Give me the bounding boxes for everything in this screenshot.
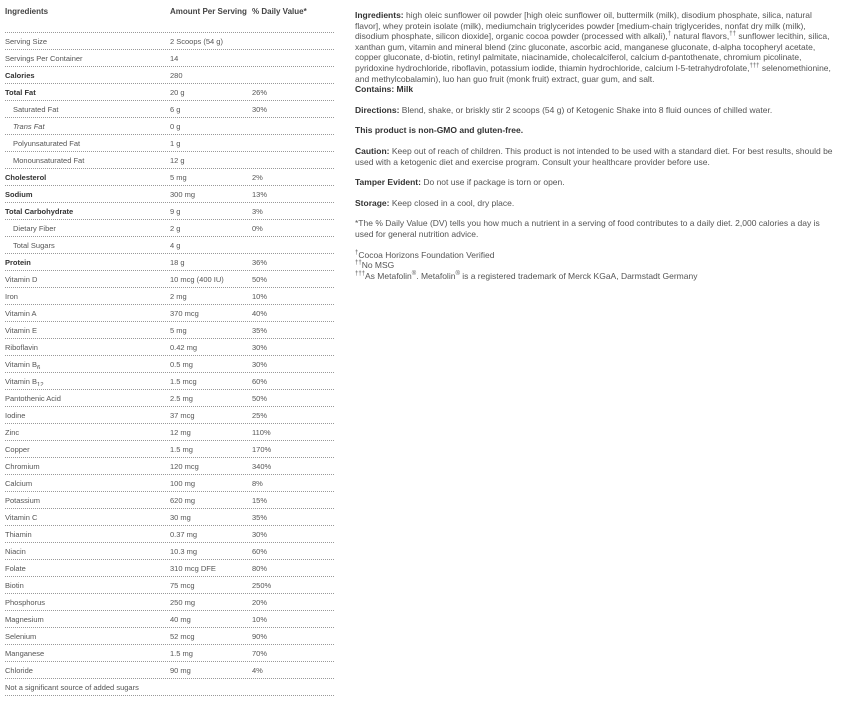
nutrient-name-text: Zinc bbox=[5, 427, 20, 437]
added-sugars-note: Not a significant source of added sugars bbox=[5, 682, 139, 692]
table-row bbox=[5, 220, 334, 237]
registered-mark-1: ® bbox=[411, 270, 417, 277]
nutrient-amount: 10.3 mg bbox=[170, 546, 198, 556]
table-row bbox=[5, 424, 334, 441]
nutrient-name-text: Vitamin D bbox=[5, 274, 38, 284]
nutrient-daily-value: 15% bbox=[252, 495, 268, 505]
nutrient-name bbox=[5, 462, 170, 471]
dagger-1: † bbox=[667, 31, 672, 38]
nutrient-daily-value: 0% bbox=[252, 223, 263, 233]
storage-paragraph bbox=[355, 198, 835, 209]
table-body bbox=[5, 33, 334, 679]
ingredients-paragraph bbox=[355, 10, 835, 84]
ingredients-label: Ingredients: bbox=[355, 10, 404, 20]
dagger-3: ††† bbox=[749, 63, 760, 70]
ingredients-text-2: natural flavors, bbox=[673, 31, 730, 42]
table-row bbox=[5, 339, 334, 356]
nutrient-name bbox=[5, 258, 170, 267]
table-row bbox=[5, 288, 334, 305]
table-row bbox=[5, 475, 334, 492]
nutrient-name bbox=[5, 479, 170, 488]
nutrient-daily-value: 30% bbox=[252, 359, 268, 369]
nutrient-daily-value: 2% bbox=[252, 172, 263, 182]
table-row bbox=[5, 84, 334, 101]
nutrient-amount: 12 g bbox=[170, 155, 185, 165]
nutrient-amount: 120 mcg bbox=[170, 461, 199, 471]
nutrient-name-text: Calories bbox=[5, 70, 35, 80]
caution-text: Keep out of reach of children. This product is not intended to be used with a standard diet. For best results, should be used with a ketogenic diet and exercise program. Consult your healthcare provider before use. bbox=[355, 145, 833, 167]
nutrient-amount: 40 mg bbox=[170, 614, 191, 624]
header-ingredients: Ingredients bbox=[5, 7, 49, 16]
footnote-1 bbox=[355, 250, 835, 261]
nutrient-name bbox=[5, 496, 170, 505]
nutrient-name-text: Protein bbox=[5, 257, 31, 267]
nutrient-amount: 300 mg bbox=[170, 189, 196, 199]
nutrient-name-text: Potassium bbox=[5, 495, 41, 505]
nutrient-amount: 1.5 mg bbox=[170, 648, 193, 658]
nutrient-name bbox=[5, 377, 170, 386]
table-row bbox=[5, 628, 334, 645]
nutrient-amount: 10 mcg (400 IU) bbox=[170, 274, 224, 284]
nutrient-name bbox=[5, 224, 170, 233]
table-row bbox=[5, 50, 334, 67]
table-row bbox=[5, 560, 334, 577]
nutrient-amount: 1.5 mg bbox=[170, 444, 193, 454]
nutrient-daily-value: 30% bbox=[252, 104, 268, 114]
nutrient-name-text: Serving Size bbox=[5, 36, 48, 46]
header-amount: Amount Per Serving bbox=[170, 7, 247, 16]
nutrient-name-text: Biotin bbox=[5, 580, 24, 590]
caution-paragraph bbox=[355, 146, 835, 167]
nutrient-name-text: Folate bbox=[5, 563, 26, 573]
nutrient-daily-value: 40% bbox=[252, 308, 268, 318]
tamper-label: Tamper Evident: bbox=[355, 177, 421, 188]
footnote-3-text-a: As Metafolin bbox=[365, 270, 412, 281]
table-row bbox=[5, 271, 334, 288]
nutrient-name bbox=[5, 173, 170, 182]
nutrient-name bbox=[5, 411, 170, 420]
nutrient-name-text: Selenium bbox=[5, 631, 37, 641]
nutrient-name bbox=[5, 241, 170, 250]
nutrient-amount: 0.5 mg bbox=[170, 359, 193, 369]
nutrient-amount: 4 g bbox=[170, 240, 181, 250]
registered-mark-2: ® bbox=[455, 270, 460, 277]
nutrient-amount: 2 g bbox=[170, 223, 181, 233]
nutrient-daily-value: 10% bbox=[252, 291, 268, 301]
nutrient-name bbox=[5, 445, 170, 454]
nutrient-amount: 0 g bbox=[170, 121, 181, 131]
nutrient-name-text: Thiamin bbox=[5, 529, 32, 539]
nutrient-name-text: Trans Fat bbox=[13, 121, 45, 131]
ingredients-text-4: selenomethionine, and methylcobalamin), luo han guo fruit (monk fruit) extract, guar gum, and salt. bbox=[355, 62, 831, 84]
nutrient-name-text: Vitamin A bbox=[5, 308, 37, 318]
nutrient-name-text: Polyunsaturated Fat bbox=[13, 138, 81, 148]
nutrient-name bbox=[5, 326, 170, 335]
nutrient-daily-value: 13% bbox=[252, 189, 268, 199]
nutrient-name-text: Servings Per Container bbox=[5, 53, 83, 63]
nutrient-daily-value: 25% bbox=[252, 410, 268, 420]
nutrient-amount: 620 mg bbox=[170, 495, 196, 505]
nutrient-subscript: 6 bbox=[36, 365, 41, 369]
table-row bbox=[5, 237, 334, 254]
nutrient-daily-value: 8% bbox=[252, 478, 263, 488]
nutrient-name-text: Sodium bbox=[5, 189, 33, 199]
nutrient-name bbox=[5, 564, 170, 573]
nutrient-subscript: 12 bbox=[36, 382, 44, 386]
supplement-facts-table bbox=[5, 4, 334, 696]
nutrient-name bbox=[5, 394, 170, 403]
nutrient-name bbox=[5, 530, 170, 539]
nutrient-amount: 75 mcg bbox=[170, 580, 195, 590]
nutrient-name bbox=[5, 547, 170, 556]
nutrient-name-text: Manganese bbox=[5, 648, 45, 658]
directions-label: Directions: bbox=[355, 104, 400, 115]
nutrient-name-text: Vitamin E bbox=[5, 325, 37, 335]
nutrient-amount: 100 mg bbox=[170, 478, 196, 488]
nutrient-name bbox=[5, 156, 170, 165]
directions-paragraph bbox=[355, 105, 835, 116]
ingredients-text-3: sunflower lecithin, silica, xanthan gum, vitamin and mineral blend (zinc gluconate, ascorbic acid, manganese gluconate, d-alpha tocopheryl acetate, copper gluconate, d-biotin, retinyl palmitate, niacinamide, cholecalciferol, calcium d-pantothenate, chromium picolinate, pyridoxine hydrochloride, riboflavin, potassium iodide, thiamin hydrochloride, calcium l-5-tetrahydrofolate, bbox=[355, 31, 830, 73]
nutrient-name-text: Vitamin B bbox=[5, 359, 37, 369]
nutrient-amount: 5 mg bbox=[170, 172, 187, 182]
table-row bbox=[5, 492, 334, 509]
nutrient-name-text: Vitamin B bbox=[5, 376, 37, 386]
nutrient-name bbox=[5, 649, 170, 658]
nutrient-name-text: Riboflavin bbox=[5, 342, 38, 352]
nutrient-daily-value: 60% bbox=[252, 546, 268, 556]
footnote-3-text-b: . Metafolin bbox=[416, 270, 456, 281]
header-daily-value: % Daily Value* bbox=[252, 7, 307, 16]
table-row bbox=[5, 407, 334, 424]
nutrient-name bbox=[5, 632, 170, 641]
table-row bbox=[5, 441, 334, 458]
table-row bbox=[5, 611, 334, 628]
table-row bbox=[5, 152, 334, 169]
nutrient-name bbox=[5, 88, 170, 97]
nutrient-name-text: Total Carbohydrate bbox=[5, 206, 74, 216]
daily-value-note: *The % Daily Value (DV) tells you how much a nutrient in a serving of food contributes to a daily diet. 2,000 calories a day is used for general nutrition advice. bbox=[355, 218, 820, 239]
nutrient-daily-value: 35% bbox=[252, 325, 268, 335]
nutrient-daily-value: 26% bbox=[252, 87, 268, 97]
nutrient-name-text: Iodine bbox=[5, 410, 26, 420]
nutrient-name-text: Monounsaturated Fat bbox=[13, 155, 85, 165]
table-footnote-row bbox=[5, 679, 334, 696]
table-row bbox=[5, 458, 334, 475]
table-row bbox=[5, 135, 334, 152]
nutrient-name-text: Chromium bbox=[5, 461, 40, 471]
nutrient-amount: 12 mg bbox=[170, 427, 191, 437]
nutrient-name bbox=[5, 513, 170, 522]
nutrient-name bbox=[5, 37, 170, 46]
tamper-text: Do not use if package is torn or open. bbox=[423, 177, 565, 188]
footnote-1-text: Cocoa Horizons Foundation Verified bbox=[358, 249, 495, 260]
table-row bbox=[5, 373, 334, 390]
table-row bbox=[5, 509, 334, 526]
table-row bbox=[5, 67, 334, 84]
nutrient-name bbox=[5, 292, 170, 301]
nutrient-name-text: Iron bbox=[5, 291, 18, 301]
nutrient-amount: 37 mcg bbox=[170, 410, 195, 420]
nutrient-daily-value: 50% bbox=[252, 274, 268, 284]
nutrient-name bbox=[5, 428, 170, 437]
nutrient-amount: 1 g bbox=[170, 138, 181, 148]
dagger-2: †† bbox=[729, 31, 736, 38]
caution-label: Caution: bbox=[355, 145, 390, 156]
nutrient-daily-value: 3% bbox=[252, 206, 263, 216]
nutrient-daily-value: 340% bbox=[252, 461, 272, 471]
nutrient-name-text: Dietary Fiber bbox=[13, 223, 56, 233]
nutrient-name bbox=[5, 666, 170, 675]
nutrient-name bbox=[5, 71, 170, 80]
nutrient-name-text: Phosphorus bbox=[5, 597, 46, 607]
footnote-3 bbox=[355, 271, 835, 282]
nutrient-amount: 0.37 mg bbox=[170, 529, 198, 539]
nutrient-name-text: Niacin bbox=[5, 546, 26, 556]
nutrient-name bbox=[5, 190, 170, 199]
nutrient-amount: 370 mcg bbox=[170, 308, 199, 318]
nutrient-name bbox=[5, 360, 170, 369]
nutrient-amount: 14 bbox=[170, 53, 179, 63]
nutrient-name-text: Vitamin C bbox=[5, 512, 38, 522]
ingredients-text-1: high oleic sunflower oil powder [high oleic sunflower oil, buttermilk (milk), disodium phosphate, silica, natural flavor], whey protein isolate (milk), mediumchain triglycerides powder [medium-chain triglycerides, nonfat dry milk (milk), disodium phosphate, silicon dioxide], organic cocoa powder (processed with alkali), bbox=[355, 10, 812, 42]
nutrient-name-text: Total Sugars bbox=[13, 240, 55, 250]
nutrient-name-text: Pantothenic Acid bbox=[5, 393, 61, 403]
nutrient-name bbox=[5, 275, 170, 284]
nutrient-amount: 20 g bbox=[170, 87, 185, 97]
footnote-2-mark: †† bbox=[355, 260, 362, 267]
nutrient-daily-value: 170% bbox=[252, 444, 272, 454]
table-row bbox=[5, 577, 334, 594]
nutrient-amount: 2.5 mg bbox=[170, 393, 193, 403]
nutrient-amount: 310 mcg DFE bbox=[170, 563, 216, 573]
storage-label: Storage: bbox=[355, 197, 390, 208]
nutrient-name bbox=[5, 615, 170, 624]
table-header bbox=[5, 4, 334, 33]
nutrient-name bbox=[5, 343, 170, 352]
table-row bbox=[5, 203, 334, 220]
gmo-statement: This product is non-GMO and gluten-free. bbox=[355, 125, 524, 136]
table-row bbox=[5, 186, 334, 203]
nutrient-name bbox=[5, 54, 170, 63]
nutrient-amount: 5 mg bbox=[170, 325, 187, 335]
nutrient-daily-value: 70% bbox=[252, 648, 268, 658]
nutrient-daily-value: 20% bbox=[252, 597, 268, 607]
table-row bbox=[5, 356, 334, 373]
nutrient-amount: 1.5 mcg bbox=[170, 376, 197, 386]
table-row bbox=[5, 169, 334, 186]
nutrient-amount: 30 mg bbox=[170, 512, 191, 522]
nutrient-amount: 0.42 mg bbox=[170, 342, 198, 352]
directions-text: Blend, shake, or briskly stir 2 scoops (54 g) of Ketogenic Shake into 8 fluid ounces of chilled water. bbox=[401, 104, 773, 115]
nutrient-name-text: Calcium bbox=[5, 478, 33, 488]
table-row bbox=[5, 645, 334, 662]
nutrient-daily-value: 60% bbox=[252, 376, 268, 386]
table-row bbox=[5, 543, 334, 560]
nutrient-name bbox=[5, 309, 170, 318]
table-row bbox=[5, 526, 334, 543]
nutrient-name-text: Cholesterol bbox=[5, 172, 47, 182]
contains-label: Contains: Milk bbox=[355, 84, 414, 95]
nutrient-daily-value: 250% bbox=[252, 580, 272, 590]
nutrient-name-text: Chloride bbox=[5, 665, 33, 675]
table-row bbox=[5, 322, 334, 339]
footnote-1-mark: † bbox=[355, 249, 359, 256]
table-row bbox=[5, 33, 334, 50]
nutrient-amount: 6 g bbox=[170, 104, 181, 114]
footnote-3-mark: ††† bbox=[355, 270, 366, 277]
nutrient-name bbox=[5, 105, 170, 114]
nutrient-amount: 9 g bbox=[170, 206, 181, 216]
table-row bbox=[5, 594, 334, 611]
footnote-3-text-c: is a registered trademark of Merck KGaA, Darmstadt Germany bbox=[459, 270, 698, 281]
contains-line bbox=[355, 84, 835, 95]
nutrient-daily-value: 36% bbox=[252, 257, 268, 267]
nutrient-amount: 280 bbox=[170, 70, 183, 80]
table-row bbox=[5, 101, 334, 118]
nutrient-amount: 2 mg bbox=[170, 291, 187, 301]
nutrient-name-text: Magnesium bbox=[5, 614, 44, 624]
nutrient-name bbox=[5, 207, 170, 216]
nutrient-daily-value: 35% bbox=[252, 512, 268, 522]
nutrient-amount: 90 mg bbox=[170, 665, 191, 675]
storage-text: Keep closed in a cool, dry place. bbox=[391, 197, 515, 208]
nutrient-name bbox=[5, 122, 170, 131]
nutrient-daily-value: 50% bbox=[252, 393, 268, 403]
nutrient-name bbox=[5, 139, 170, 148]
nutrient-daily-value: 90% bbox=[252, 631, 268, 641]
nutrient-name-text: Total Fat bbox=[5, 87, 36, 97]
nutrient-daily-value: 4% bbox=[252, 665, 263, 675]
gmo-line bbox=[355, 125, 835, 136]
nutrient-name bbox=[5, 598, 170, 607]
product-details bbox=[355, 10, 835, 281]
nutrient-daily-value: 10% bbox=[252, 614, 268, 624]
nutrient-name-text: Copper bbox=[5, 444, 30, 454]
nutrient-daily-value: 30% bbox=[252, 529, 268, 539]
nutrient-amount: 2 Scoops (54 g) bbox=[170, 36, 223, 46]
nutrient-daily-value: 110% bbox=[252, 427, 271, 437]
table-row bbox=[5, 305, 334, 322]
table-row bbox=[5, 390, 334, 407]
nutrient-daily-value: 30% bbox=[252, 342, 268, 352]
nutrient-amount: 250 mg bbox=[170, 597, 196, 607]
footnote-2 bbox=[355, 260, 835, 271]
nutrient-name-text: Saturated Fat bbox=[13, 104, 59, 114]
table-row bbox=[5, 254, 334, 271]
nutrient-daily-value: 80% bbox=[252, 563, 268, 573]
nutrient-amount: 52 mcg bbox=[170, 631, 195, 641]
footnote-2-text: No MSG bbox=[361, 260, 395, 271]
nutrient-name bbox=[5, 581, 170, 590]
table-row bbox=[5, 118, 334, 135]
table-row bbox=[5, 662, 334, 679]
nutrient-amount: 18 g bbox=[170, 257, 185, 267]
tamper-paragraph bbox=[355, 177, 835, 188]
